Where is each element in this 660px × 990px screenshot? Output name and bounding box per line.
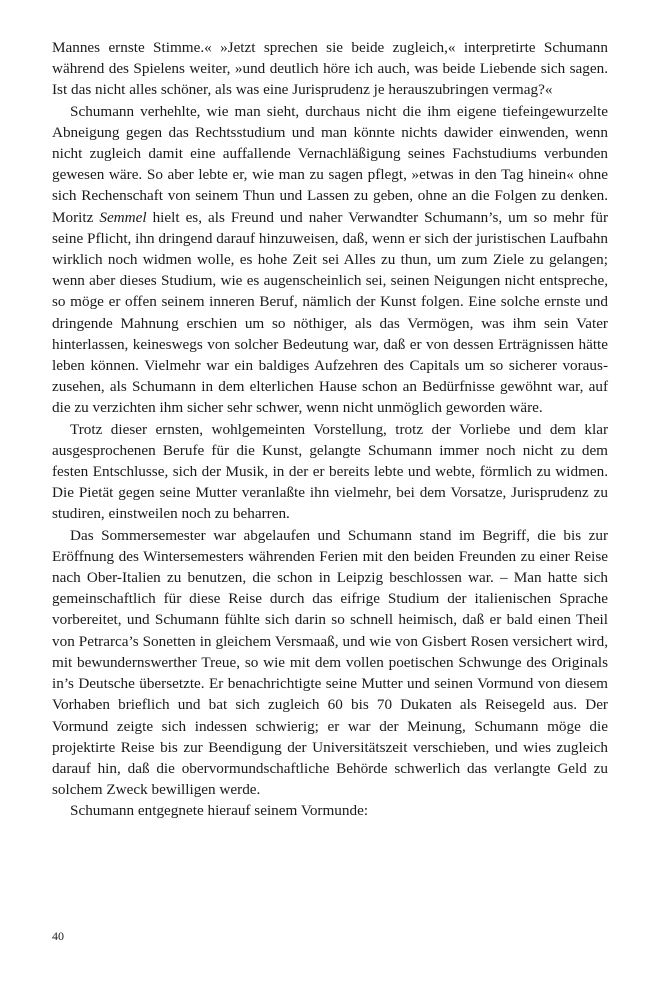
- paragraph-3: Trotz dieser ernsten, wohlgemeinten Vorstellung, trotz der Vorliebe und dem klar ausgesprochenen Berufe für die Kunst, gelangte Schumann immer noch nicht zu dem festen Entschlusse, sich der Musik, in der er bereits lebte und webte, förmlich zu widmen. Die Pietät gegen seine Mutter veranlaßte ihn vielmehr, bei dem Vorsatze, Jurisprudenz zu studiren, einstweilen noch zu beharren.: [52, 420, 608, 523]
- paragraph-1: Mannes ernste Stimme.« »Jetzt sprechen sie beide zugleich,« interpretirte Schumann während des Spielens weiter, »und deutlich höre ich auch, was beide Liebende sich sagen. Ist das nicht alles schöner, als was eine Jurisprudenz je herauszubringen vermag?«: [52, 39, 608, 99]
- emphasis-semmel: Semmel: [99, 208, 147, 226]
- paragraph-2: [52, 101, 608, 419]
- page-body: [52, 37, 608, 822]
- paragraph-5: Schumann entgegnete hierauf seinem Vormunde:: [70, 802, 369, 820]
- paragraph-2-text-after: hielt es, als Freund und naher Verwandter Schumann’s, um so mehr für seine Pflicht, ihn dringend darauf hinzuweisen, daß, wenn er sich der juristischen Laufbahn wirklich noch widmen wolle, es hohe Zeit sei Alles zu thun, um zum Ziele zu gelangen; wenn aber dieses Studium, wie es augenscheinlich sei, seinen Neigungen nicht entspreche, so möge er offen seinem inneren Beruf, nämlich der Kunst folgen. Eine solche ernste und dringende Mahnung erschien um so nöthiger, als das Vermögen, was ihm sein Vater hinterlassen, keineswegs von solcher Bedeutung war, daß er von dessen Erträgnissen hätte leben können. Vielmehr war ein baldiges Aufzehren des Capitals um so sicherer vorauszusehen, als Schumann in dem elterlichen Hause schon an Bedürfnisse gewöhnt war, auf die zu verzichten ihm sicher sehr schwer, wenn nicht unmöglich geworden wäre.: [52, 208, 609, 417]
- paragraph-4: Das Sommersemester war abgelaufen und Schumann stand im Begriff, die bis zur Eröffnung des Wintersemesters währenden Ferien mit den beiden Freunden zu einer Reise nach Ober-Italien zu benutzen, die schon in Leipzig beschlossen war. – Man hatte sich gemeinschaftlich für diese Reise durch das eifrige Studium der italienischen Sprache vorbereitet, und Schumann fühlte sich darin so schnell heimisch, daß er bald einen Theil von Petrarca’s Sonetten in gleichem Versmaaß, und wie von Gisbert Rosen versichert wird, mit bewundernswerther Treue, so wie mit dem vollen poetischen Schwunge des Originals in’s Deutsche übersetzte. Er benachrichtigte seine Mutter und seinen Vormund von diesem Vorhaben brieflich und bat sich zugleich 60 bis 70 Dukaten als Reisegeld aus. Der Vormund zeigte sich indessen schwierig; er war der Meinung, Schumann möge die projektirte Reise bis zur Beendigung der Universitätszeit verschieben, und wies zugleich darauf hin, daß die obervormundschaftliche Behörde schwerlich das verlangte Geld zu solchem Zweck bewilligen werde.: [52, 526, 608, 799]
- page-number: 40: [52, 929, 64, 943]
- paragraph-2-text-before: Schumann verhehlte, wie man sieht, durchaus nicht die ihm eigene tiefeingewurzelte Abneigung gegen das Rechtsstudium und man könnte nichts dawider einwenden, wenn nicht zugleich damit eine auffallende Vernachläßigung seines Fachstudiums verbunden gewesen wäre. So aber lebte er, wie man zu sagen pflegt, »etwas in den Tag hinein« ohne sich Rechenschaft von seinem Thun und Lassen zu geben, ohne an die Folgen zu denken. Moritz: [52, 102, 608, 226]
